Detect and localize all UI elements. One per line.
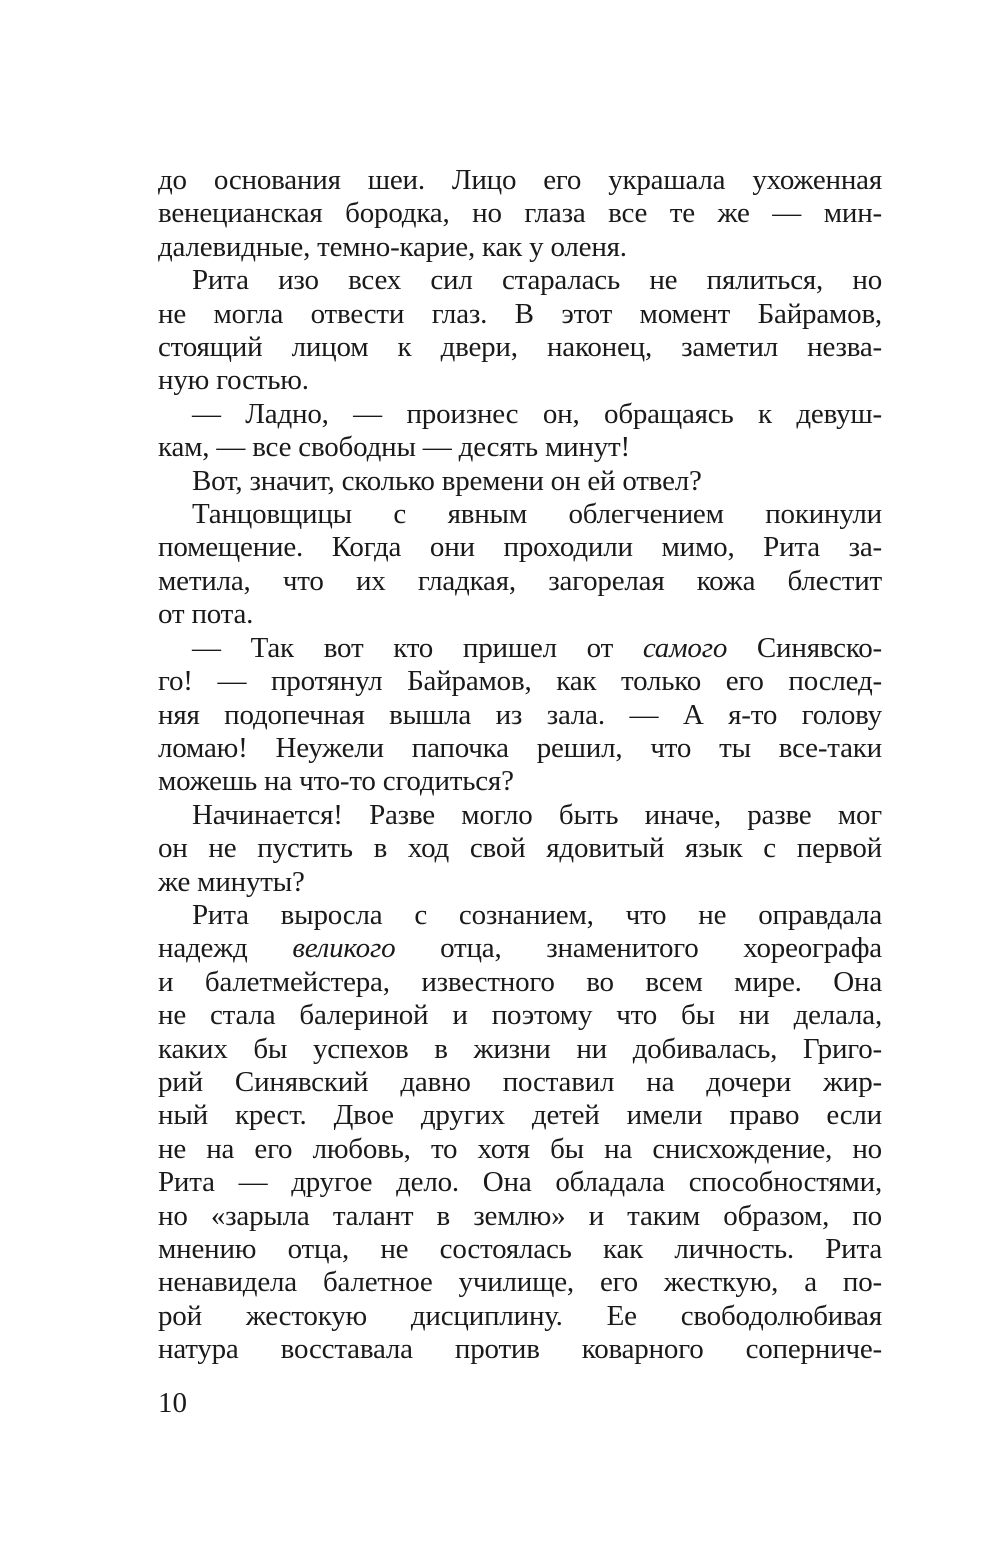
text-line (158, 1099, 882, 1132)
text-segment: не стала балериной и поэтому что бы ни делала, (158, 999, 882, 1032)
page-number: 10 (158, 1387, 187, 1419)
text-segment: не на его любовь, то хотя бы на снисхождение, но (158, 1132, 882, 1165)
text-segment: кам, — все свободны — десять минут! (158, 431, 630, 464)
text-segment: няя подопечная вышла из зала. — А я-то голову (158, 698, 882, 731)
text-segment: не могла отвести глаз. В этот момент Байрамов, (158, 297, 882, 330)
text-segment: ломаю! Неужели папочка решил, что ты все-таки (158, 731, 882, 764)
text-line (158, 1066, 882, 1099)
text-line (158, 298, 882, 331)
text-line (158, 1333, 882, 1366)
italic-text-segment: самого (642, 631, 728, 664)
text-line (158, 431, 882, 464)
text-line (158, 832, 882, 865)
text-segment: го! — протянул Байрамов, как только его послед- (158, 665, 882, 698)
text-segment: мнению отца, не состоялась как личность. Рита (158, 1233, 882, 1265)
text-line (158, 1033, 882, 1066)
text-segment: ную гостью. (158, 364, 309, 397)
text-line (158, 866, 882, 899)
text-line (158, 999, 882, 1032)
text-segment: можешь на что-то сгодиться? (158, 765, 514, 798)
text-segment: венецианская бородка, но глаза все те же — мин- (158, 197, 882, 230)
text-segment: отца, знаменитого хореографа (395, 932, 882, 965)
text-segment: рий Синявский давно поставил на дочери жир- (158, 1065, 882, 1098)
text-block (158, 164, 882, 1367)
text-line (158, 899, 882, 932)
text-line (158, 364, 882, 397)
text-segment: Синявско- (727, 631, 883, 664)
text-line (158, 1200, 882, 1233)
text-segment: — Ладно, — произнес он, обращаясь к девуш- (192, 397, 882, 430)
text-line (158, 164, 882, 197)
text-line (158, 732, 882, 765)
text-segment: от пота. (158, 598, 254, 631)
text-segment: он не пустить в ход свой ядовитый язык с первой (158, 832, 882, 865)
text-segment: ный крест. Двое других детей имели право если (158, 1099, 882, 1132)
text-line (158, 498, 882, 531)
text-line (158, 565, 882, 598)
text-line (158, 632, 882, 665)
text-segment: Танцовщицы с явным облегчением покинули (192, 498, 882, 531)
text-segment: — Так вот кто пришел от (192, 631, 643, 664)
text-line (158, 765, 882, 798)
text-segment: рой жестокую дисциплину. Ее свободолюбивая (158, 1299, 882, 1332)
text-segment: помещение. Когда они проходили мимо, Рита за- (158, 531, 882, 564)
text-segment: Начинается! Разве могло быть иначе, разве мог (192, 798, 882, 831)
italic-text-segment: великого (292, 932, 396, 965)
text-line (158, 598, 882, 631)
text-segment: каких бы успехов в жизни ни добивалась, Григо- (158, 1032, 882, 1065)
text-line (158, 398, 882, 431)
text-line (158, 197, 882, 230)
text-segment: Вот, значит, сколько времени он ей отвел? (192, 464, 702, 497)
text-line (158, 331, 882, 364)
text-line (158, 1233, 882, 1266)
text-segment: далевидные, темно-карие, как у оленя. (158, 230, 627, 263)
text-line (158, 1133, 882, 1166)
text-line (158, 665, 882, 698)
text-line (158, 799, 882, 832)
text-line (158, 1300, 882, 1333)
text-segment: Рита — другое дело. Она обладала способностями, (158, 1166, 882, 1199)
text-line (158, 1166, 882, 1199)
text-line (158, 932, 882, 965)
text-line (158, 231, 882, 264)
text-segment: метила, что их гладкая, загорелая кожа блестит (158, 564, 882, 597)
text-segment: но «зарыла талант в землю» и таким образом, по (158, 1199, 882, 1232)
text-segment: натура восставала против коварного соперниче- (158, 1333, 882, 1366)
text-line (158, 264, 882, 297)
text-segment: же минуты? (158, 865, 305, 898)
text-segment: до основания шеи. Лицо его украшала ухоженная (158, 164, 882, 196)
text-segment: Рита изо всех сил старалась не пялиться, но (192, 264, 882, 297)
text-segment: стоящий лицом к двери, наконец, заметил незва- (158, 331, 882, 364)
text-segment: надежд (158, 932, 293, 965)
text-line (158, 966, 882, 999)
text-line (158, 699, 882, 732)
text-line (158, 1266, 882, 1299)
text-segment: Рита выросла с сознанием, что не оправдала (192, 898, 882, 931)
text-segment: ненавидела балетное училище, его жесткую, а по- (158, 1266, 882, 1299)
text-line (158, 465, 882, 498)
text-segment: и балетмейстера, известного во всем мире. Она (158, 965, 882, 998)
text-line (158, 531, 882, 564)
